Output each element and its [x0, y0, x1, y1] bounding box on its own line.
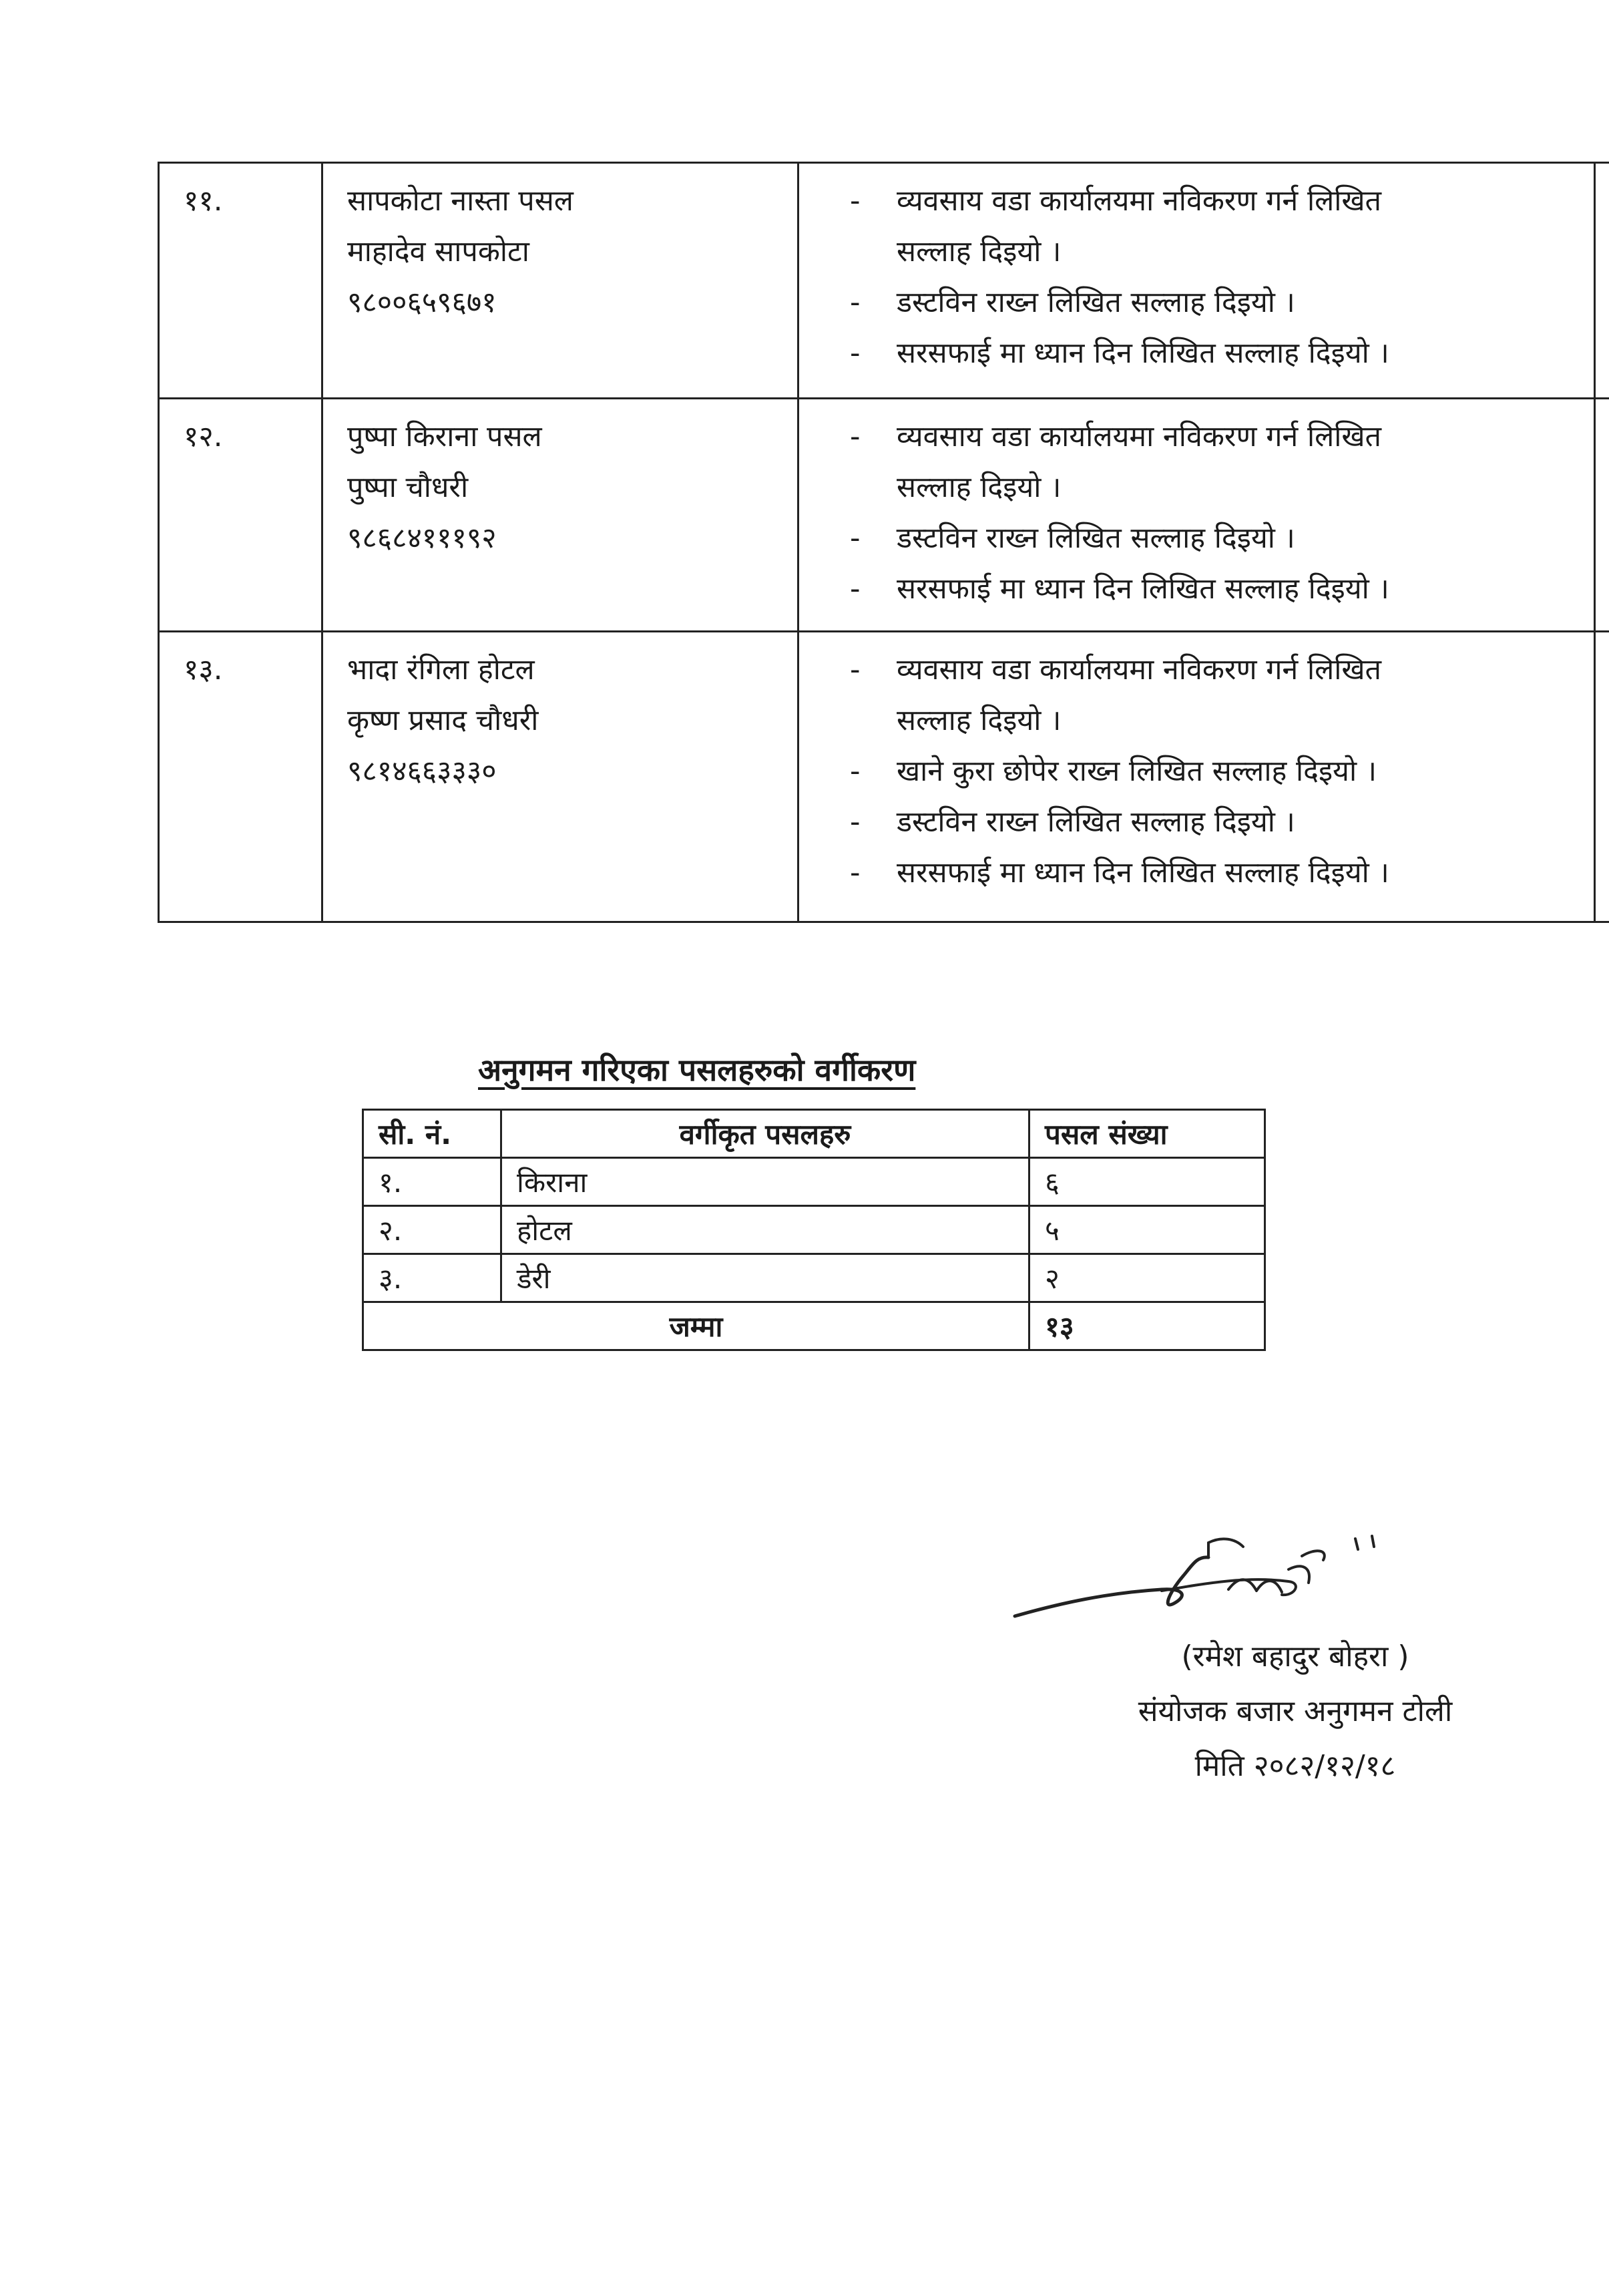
- summary-serial: २.: [363, 1206, 501, 1254]
- remarks-cell: [1595, 163, 1609, 399]
- serial-number: १३.: [159, 632, 322, 922]
- advice-text: सल्लाह दिइयो ।: [897, 704, 1062, 737]
- header-serial: सी. नं.: [363, 1110, 501, 1158]
- owner-name: पुष्पा चौधरी: [347, 471, 469, 504]
- advice-text: व्यवसाय वडा कार्यालयमा नविकरण गर्न लिखित: [897, 653, 1382, 687]
- advice-list: [850, 411, 1580, 614]
- dash-marker: -: [850, 653, 861, 687]
- owner-name: माहादेव सापकोटा: [347, 235, 529, 268]
- shop-details: [322, 399, 798, 632]
- summary-row: [363, 1254, 1265, 1302]
- advice-item: [850, 277, 1580, 328]
- table-row: [159, 632, 1609, 922]
- summary-header-row: [363, 1110, 1265, 1158]
- signatory-title: संयोजक बजार अनुगमन टोली: [1138, 1694, 1453, 1728]
- advice-list: [850, 644, 1580, 898]
- advice-text: सरसफाई मा ध्यान दिन लिखित सल्लाह दिइयो ।: [897, 856, 1389, 890]
- advice-item: [850, 513, 1580, 564]
- summary-count: २: [1029, 1254, 1265, 1302]
- summary-count: ५: [1029, 1206, 1265, 1254]
- summary-category: किराना: [501, 1158, 1029, 1206]
- shop-name: पुष्पा किराना पसल: [347, 420, 542, 453]
- advice-item: [850, 644, 1580, 746]
- phone-number: ९८६८४१११९२: [347, 522, 497, 555]
- table-row: [159, 399, 1609, 632]
- dash-marker: -: [850, 286, 861, 319]
- advice-text: व्यवसाय वडा कार्यालयमा नविकरण गर्न लिखित: [897, 184, 1382, 218]
- total-label: जम्मा: [363, 1302, 1029, 1350]
- summary-serial: १.: [363, 1158, 501, 1206]
- advice-item: [850, 176, 1580, 277]
- dash-marker: -: [850, 522, 861, 555]
- dash-marker: -: [850, 420, 861, 453]
- advice-text: डस्टविन राख्न लिखित सल्लाह दिइयो ।: [897, 522, 1295, 555]
- handwritten-signature: [1008, 1529, 1422, 1636]
- signatory-name: (रमेश बहादुर बोहरा ): [1181, 1640, 1409, 1674]
- advice-cell: [798, 632, 1595, 922]
- summary-total-row: [363, 1302, 1265, 1350]
- advice-item: [850, 746, 1580, 797]
- shop-name: सापकोटा नास्ता पसल: [347, 184, 573, 218]
- advice-item: [850, 847, 1580, 898]
- advice-text: सरसफाई मा ध्यान दिन लिखित सल्लाह दिइयो ।: [897, 337, 1389, 370]
- inspection-table: [158, 162, 1609, 923]
- summary-title: अनुगमन गरिएका पसलहरुको वर्गीकरण: [478, 1052, 916, 1088]
- table-row: [159, 163, 1609, 399]
- advice-cell: [798, 163, 1595, 399]
- summary-row: [363, 1206, 1265, 1254]
- remarks-cell: [1595, 632, 1609, 922]
- header-category: वर्गीकृत पसलहरु: [501, 1110, 1029, 1158]
- phone-number: ९८००६५९६७१: [347, 286, 497, 319]
- dash-marker: -: [850, 755, 861, 788]
- advice-item: [850, 564, 1580, 614]
- summary-serial: ३.: [363, 1254, 501, 1302]
- remarks-cell: [1595, 399, 1609, 632]
- shop-details: [322, 632, 798, 922]
- serial-number: ११.: [159, 163, 322, 399]
- owner-name: कृष्ण प्रसाद चौधरी: [347, 704, 539, 737]
- phone-number: ९८१४६६३३३०: [347, 755, 497, 788]
- shop-details: [322, 163, 798, 399]
- summary-row: [363, 1158, 1265, 1206]
- advice-item: [850, 797, 1580, 847]
- serial-number: १२.: [159, 399, 322, 632]
- advice-list: [850, 176, 1580, 379]
- advice-text: व्यवसाय वडा कार्यालयमा नविकरण गर्न लिखित: [897, 420, 1382, 453]
- dash-marker: -: [850, 572, 861, 606]
- advice-text: सल्लाह दिइयो ।: [897, 235, 1062, 268]
- advice-cell: [798, 399, 1595, 632]
- shop-name: भादा रंगिला होटल: [347, 653, 535, 687]
- summary-category: होटल: [501, 1206, 1029, 1254]
- signatory-date: मिति २०८२/१२/१८: [1194, 1749, 1396, 1783]
- advice-text: सल्लाह दिइयो ।: [897, 471, 1062, 504]
- advice-text: डस्टविन राख्न लिखित सल्लाह दिइयो ।: [897, 805, 1295, 839]
- advice-item: [850, 328, 1580, 379]
- header-count: पसल संख्या: [1029, 1110, 1265, 1158]
- dash-marker: -: [850, 184, 861, 218]
- summary-category: डेरी: [501, 1254, 1029, 1302]
- summary-count: ६: [1029, 1158, 1265, 1206]
- dash-marker: -: [850, 856, 861, 890]
- dash-marker: -: [850, 805, 861, 839]
- advice-text: खाने कुरा छोपेर राख्न लिखित सल्लाह दिइयो ।: [897, 755, 1377, 788]
- total-count: १३: [1029, 1302, 1265, 1350]
- signatory-block: [1095, 1630, 1496, 1794]
- dash-marker: -: [850, 337, 861, 370]
- summary-table: [362, 1109, 1266, 1351]
- advice-text: सरसफाई मा ध्यान दिन लिखित सल्लाह दिइयो ।: [897, 572, 1389, 606]
- advice-item: [850, 411, 1580, 513]
- advice-text: डस्टविन राख्न लिखित सल्लाह दिइयो ।: [897, 286, 1295, 319]
